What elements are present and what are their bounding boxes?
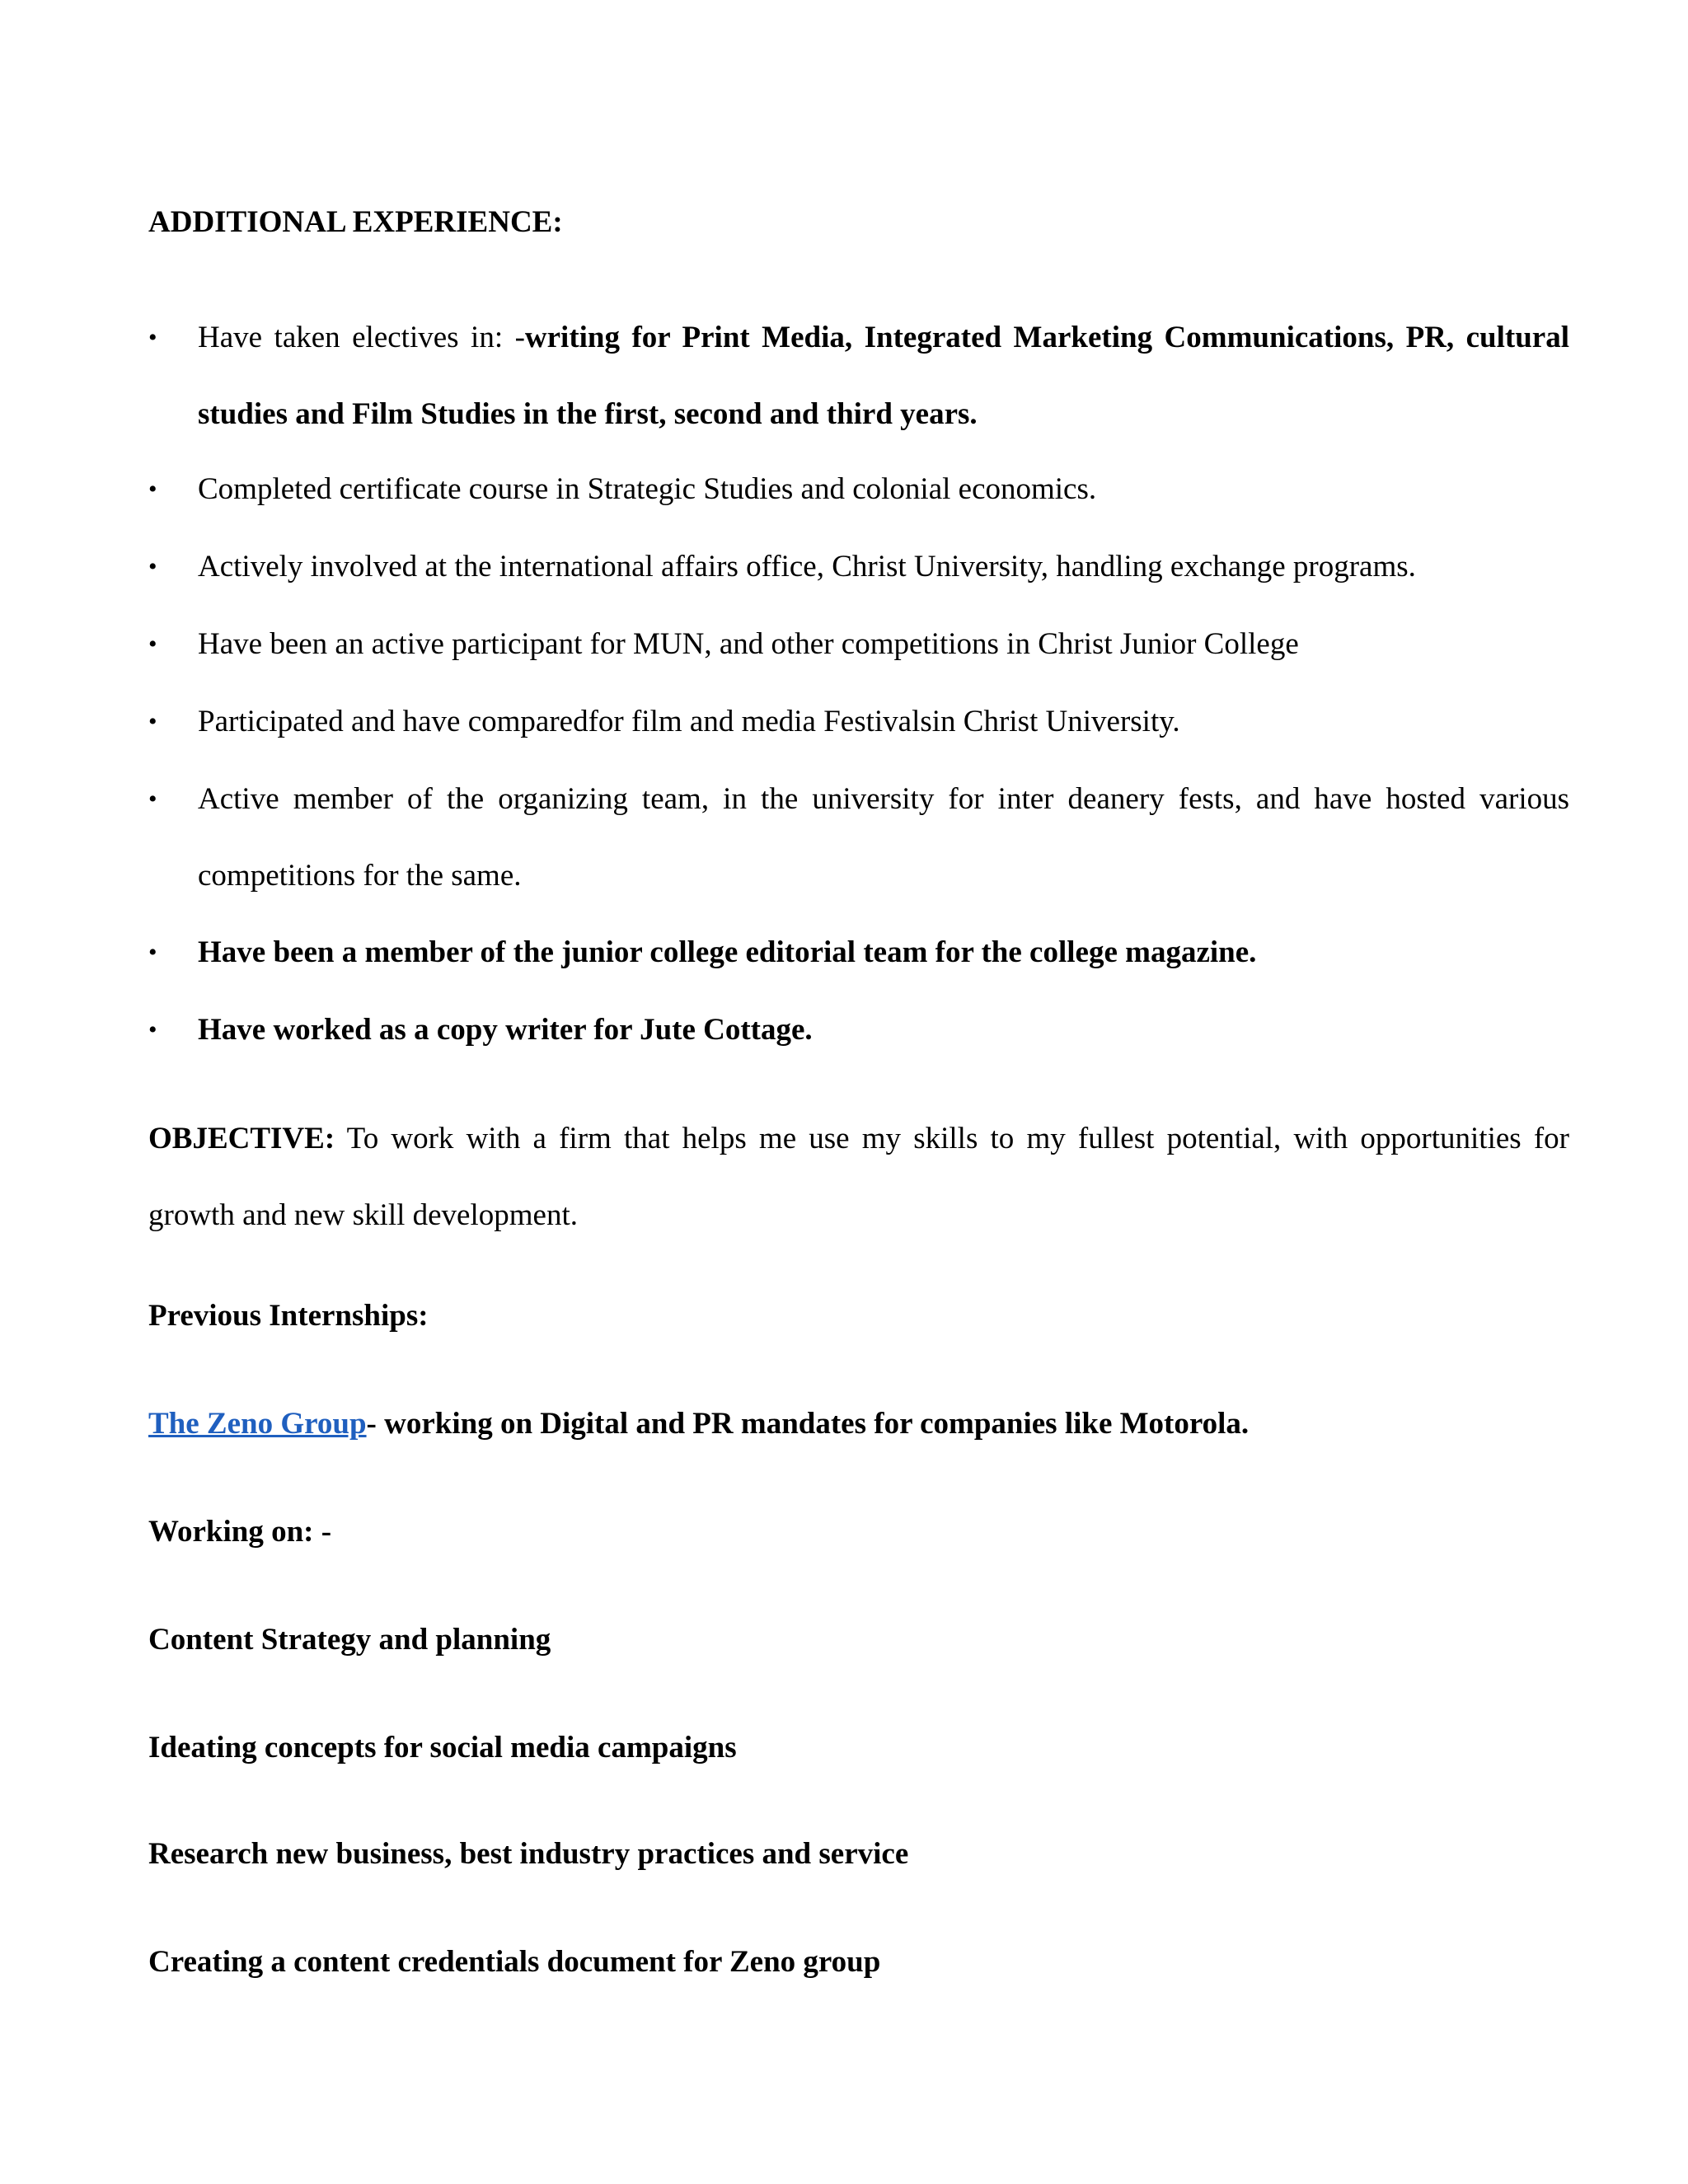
task-item: Research new business, best industry practices and service: [148, 1837, 909, 1871]
zeno-group-link[interactable]: The Zeno Group: [148, 1407, 367, 1441]
bullet-icon: •: [148, 708, 157, 735]
bullet-icon: •: [148, 476, 157, 503]
internship-description: - working on Digital and PR mandates for companies like Motorola.: [366, 1407, 1250, 1441]
list-item-prefix: Have taken electives in: -: [198, 321, 525, 354]
additional-experience-heading: ADDITIONAL EXPERIENCE:: [148, 205, 563, 239]
objective-label: OBJECTIVE:: [148, 1122, 335, 1155]
internship-entry: [148, 1406, 1249, 1441]
objective-text: To work with a firm that helps me use my skills to my fullest potential, with opportunities for growth and new skill development.: [148, 1122, 1569, 1232]
list-item-text: Participated and have comparedfor film and media Festivalsin Christ University.: [198, 705, 1180, 738]
working-on-label: Working on: -: [148, 1515, 332, 1549]
bullet-icon: •: [148, 1016, 157, 1043]
list-item-text: Actively involved at the international affairs office, Christ University, handling exchange programs.: [198, 550, 1416, 583]
list-item-text: Completed certificate course in Strategic Studies and colonial economics.: [198, 472, 1097, 506]
task-item: Ideating concepts for social media campaigns: [148, 1731, 737, 1765]
list-item-text: Have been a member of the junior college editorial team for the college magazine.: [198, 935, 1257, 969]
bullet-icon: •: [148, 939, 157, 966]
objective-paragraph: [148, 1100, 1569, 1254]
bullet-icon: •: [148, 785, 157, 813]
list-item-text: Have been an active participant for MUN, and other competitions in Christ Junior College: [198, 627, 1299, 661]
bullet-icon: •: [148, 324, 157, 351]
bullet-icon: •: [148, 553, 157, 580]
task-item: Creating a content credentials document for Zeno group: [148, 1945, 881, 1979]
list-item-text: Have worked as a copy writer for Jute Cottage.: [198, 1013, 813, 1047]
task-item: Content Strategy and planning: [148, 1623, 551, 1657]
previous-internships-heading: Previous Internships:: [148, 1299, 429, 1333]
bullet-icon: •: [148, 630, 157, 658]
list-item-text: [198, 299, 1569, 452]
list-item-text: Active member of the organizing team, in the university for inter deanery fests, and have hosted various competitions for the same.: [198, 782, 1569, 893]
list-item-bold-text: writing for Print Media, Integrated Marketing Communications, PR, cultural studies and Film Studies in the first, second and third years.: [198, 321, 1569, 431]
